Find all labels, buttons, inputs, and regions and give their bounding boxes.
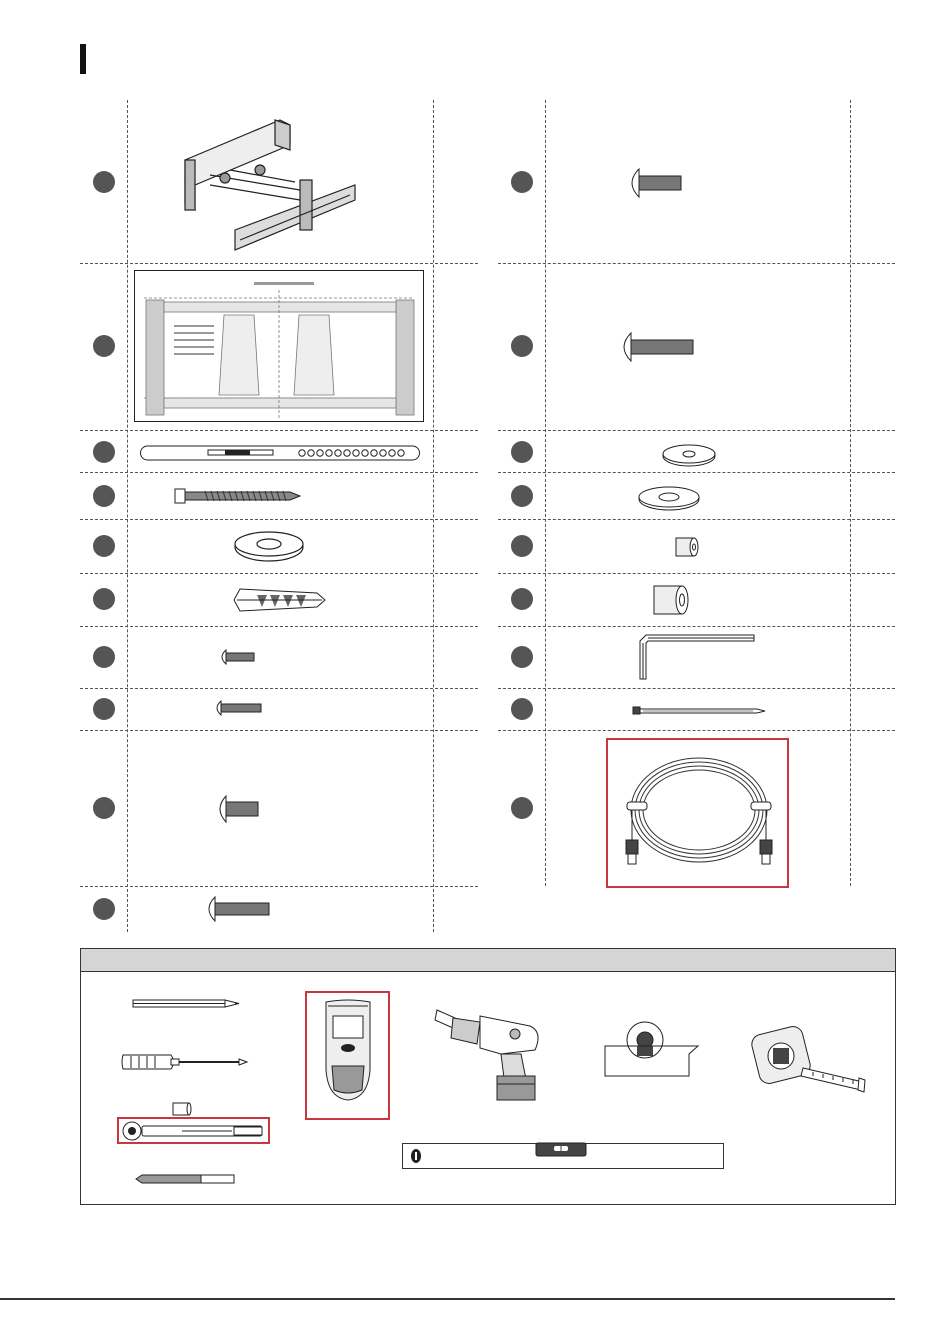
section-title-marker xyxy=(80,44,86,74)
item-marker xyxy=(511,335,533,357)
item-marker xyxy=(511,646,533,668)
drill-bit-icon xyxy=(136,1174,236,1184)
socket-icon xyxy=(172,1102,192,1116)
level-icon xyxy=(536,1143,588,1157)
short-bolt-icon xyxy=(627,168,685,198)
cable-tie-icon xyxy=(633,705,767,717)
wall-template-icon xyxy=(134,270,424,422)
info-icon-mark xyxy=(415,1152,417,1160)
short-screw-icon xyxy=(218,649,258,665)
medium-washer-icon xyxy=(637,485,701,511)
small-washer-icon xyxy=(661,443,717,467)
small-screw-icon xyxy=(216,795,262,823)
item-marker xyxy=(511,441,533,463)
stud-finder-icon xyxy=(322,998,374,1102)
item-marker xyxy=(93,485,115,507)
lag-bolt-icon xyxy=(175,488,305,504)
long-screw-icon xyxy=(205,896,271,922)
item-marker xyxy=(93,797,115,819)
item-marker xyxy=(93,588,115,610)
extension-bar-icon xyxy=(140,444,420,464)
allen-key-icon xyxy=(638,633,758,681)
large-spacer-icon xyxy=(650,583,692,617)
item-marker xyxy=(93,171,115,193)
socket-wrench-icon xyxy=(122,1121,266,1141)
item-marker xyxy=(511,797,533,819)
item-marker xyxy=(511,171,533,193)
wall-anchor-icon xyxy=(232,585,327,615)
hdmi-cable-icon xyxy=(620,750,778,878)
tape-measure-icon xyxy=(751,1020,869,1095)
item-marker xyxy=(93,441,115,463)
large-washer-icon xyxy=(233,530,305,564)
item-marker xyxy=(93,698,115,720)
medium-screw-icon xyxy=(213,700,265,716)
item-marker xyxy=(93,335,115,357)
small-spacer-icon xyxy=(672,535,700,559)
footer-divider xyxy=(0,1298,895,1300)
tape-dispenser-icon xyxy=(603,1020,703,1080)
tools-header xyxy=(81,949,895,972)
item-marker xyxy=(511,535,533,557)
wall-plate-arm-icon xyxy=(180,110,310,255)
item-marker xyxy=(511,698,533,720)
item-marker xyxy=(93,535,115,557)
item-marker xyxy=(511,485,533,507)
power-drill-icon xyxy=(435,1004,550,1104)
item-marker xyxy=(93,646,115,668)
pencil-icon xyxy=(133,998,243,1010)
long-bolt-icon xyxy=(619,332,695,362)
item-marker xyxy=(511,588,533,610)
item-marker xyxy=(93,898,115,920)
screwdriver-icon xyxy=(121,1049,249,1075)
